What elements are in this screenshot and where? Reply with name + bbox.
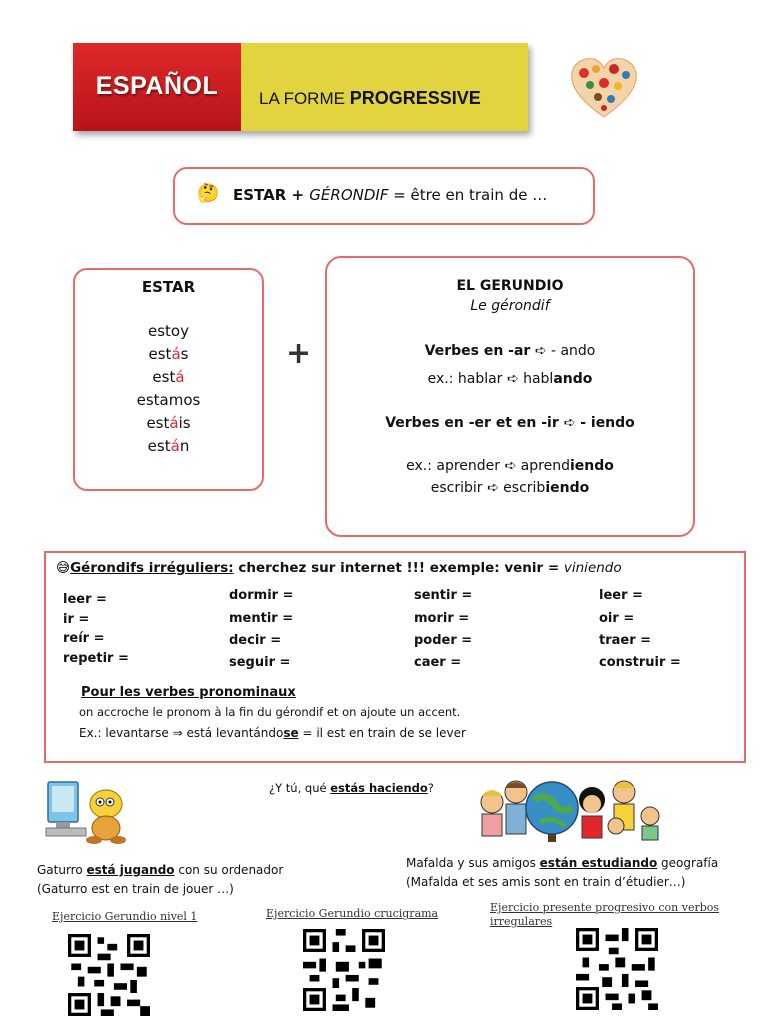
- verb-item: leer =: [599, 588, 643, 603]
- gerundio-subtitle: Le gérondif: [470, 298, 550, 314]
- mafalda-caption: Mafalda y sus amigos están estudiando geografía: [406, 856, 719, 870]
- exercise-link-irregulares[interactable]: Ejercicio presente progresivo con verbos irregulares: [490, 901, 720, 928]
- irregular-gerunds-box: [44, 551, 746, 763]
- ir-example: escribir ➪ escribiendo: [430, 480, 590, 496]
- sweat-smile-icon: 😅: [56, 560, 71, 576]
- estar-conjugation-box: [73, 268, 264, 491]
- gaturro-computer-illustration: [44, 776, 134, 846]
- pronominal-rule: on accroche le pronom à la fin du gérondif et on ajoute un accent.: [79, 705, 461, 719]
- conjugation-item: estáis: [146, 414, 191, 432]
- conjugation-item: estoy: [148, 322, 189, 340]
- verb-item: dormir =: [229, 588, 294, 603]
- qr-code-icon[interactable]: [68, 934, 150, 1016]
- mafalda-globe-illustration: [474, 770, 670, 846]
- page-subtitle: LA FORME PROGRESSIVE: [259, 88, 481, 108]
- verb-item: mentir =: [229, 611, 294, 626]
- verb-item: seguir =: [229, 655, 291, 670]
- formula-box: [173, 167, 595, 225]
- verb-item: reír =: [63, 631, 105, 646]
- plus-sign: +: [286, 336, 312, 371]
- formula-text: ESTAR + GÉRONDIF = être en train de …: [233, 186, 548, 204]
- qr-code-icon[interactable]: [303, 929, 385, 1011]
- verb-item: repetir =: [63, 651, 129, 666]
- verb-item: oir =: [599, 611, 635, 626]
- conjugation-item: estamos: [136, 391, 201, 409]
- thinking-face-icon: 🤔: [197, 183, 220, 204]
- banner-yellow-block: [241, 43, 528, 131]
- pronominal-example: Ex.: levantarse ⇒ está levantándose = il est en train de se lever: [79, 726, 466, 740]
- gerundio-box: [325, 256, 695, 537]
- header-banner: [73, 43, 528, 131]
- verb-item: morir =: [414, 611, 470, 626]
- verb-item: decir =: [229, 633, 282, 648]
- irregular-heading: 😅Gérondifs irréguliers: cherchez sur internet !!! exemple: venir = viniendo: [56, 560, 622, 576]
- gerundio-title: EL GERUNDIO: [456, 278, 564, 294]
- gaturro-translation: (Gaturro est en train de jouer …): [37, 882, 234, 896]
- verb-item: poder =: [414, 633, 473, 648]
- verb-item: caer =: [414, 655, 462, 670]
- er-ir-rule: Verbes en -er et en -ir ➪ - iendo: [385, 415, 635, 431]
- exercise-link-nivel1[interactable]: Ejercicio Gerundio nivel 1: [52, 910, 198, 923]
- exercise-link-crucigrama[interactable]: Ejercicio Gerundio crucigrama: [266, 907, 439, 920]
- spain-heart-icon: [568, 55, 640, 121]
- question-text: ¿Y tú, qué estás haciendo?: [269, 781, 434, 795]
- conjugation-item: están: [147, 437, 190, 455]
- qr-code-icon[interactable]: [576, 928, 658, 1010]
- estar-title: ESTAR: [141, 278, 196, 296]
- mafalda-translation: (Mafalda et ses amis sont en train d’étudier…): [406, 875, 686, 889]
- page-title: ESPAÑOL: [95, 72, 219, 100]
- conjugation-item: está: [152, 368, 185, 386]
- ar-rule: Verbes en -ar ➪ - ando: [424, 343, 596, 359]
- verb-item: ir =: [63, 612, 90, 627]
- er-example: ex.: aprender ➪ aprendiendo: [406, 458, 614, 474]
- verb-item: construir =: [599, 655, 681, 670]
- pronominal-title: Pour les verbes pronominaux: [81, 685, 296, 700]
- ar-example: ex.: hablar ➪ hablando: [427, 371, 593, 387]
- verb-item: traer =: [599, 633, 652, 648]
- verb-item: sentir =: [414, 588, 473, 603]
- conjugation-item: estás: [148, 345, 189, 363]
- gaturro-caption: Gaturro está jugando con su ordenador: [37, 863, 284, 877]
- verb-item: leer =: [63, 592, 107, 607]
